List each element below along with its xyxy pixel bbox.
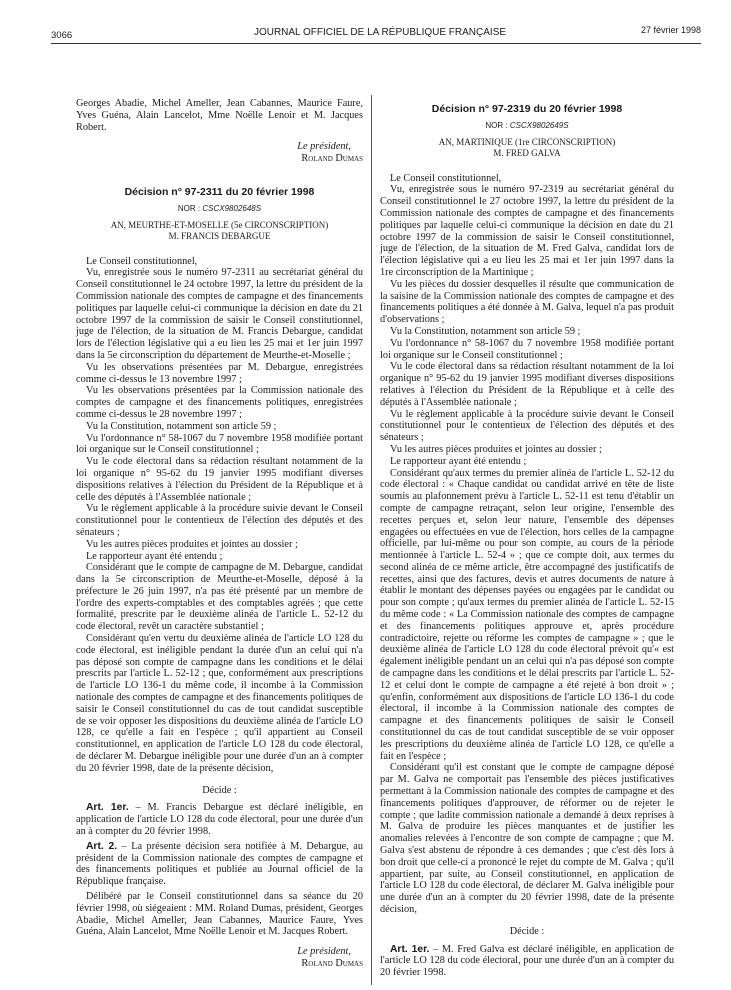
decision-title: Décision n° 97-2319 du 20 février 1998 (431, 103, 623, 115)
article-label: Art. 1er. (86, 802, 129, 814)
nor-code: CSCX9802649S (509, 120, 569, 130)
paragraph: Vu les observations présentées par M. Debargue, enregistrées comme ci-dessus le 13 novembre 1997 ; (76, 361, 363, 385)
nor-label: NOR : (485, 120, 508, 130)
paragraph: Considérant qu'aux termes du premier alinéa de l'article L. 52-12 du code électoral : « Chaque candidat ou candidat arrivé en tête de liste soumis au plafonnement prévu à l'article L. 52-11 est tenu d'établir un compte de campagne retraçant, selon leur origine, l'ensemble des recettes perçues et, selon leur nature, l'ensemble des dépenses engagées ou effectuées en vue de l'élection, hors celles de la campagne officielle, par lui-même ou pour son compte, au cours de la période mentionnée à l'article L. 52-4 » ; que ce compte doit, aux termes du second alinéa de ce même article, être accompagné des justificatifs de recettes, ainsi que des factures, devis et autres documents de nature à établir le montant des dépenses payées ou engagées par le candidat ou pour son compte ; qu'aux termes du premier alinéa de l'article L. 52-15 du même code : « La Commission nationale des comptes de campagne et des financements politiques approuve et, après procédure contradictoire, rejette ou réforme les comptes de campagne » ; que le deuxième alinéa de l'article LO 128 du code électoral prévoit qu'« est également inéligible pendant un an celui qui n'a pas déposé son compte de campagne dans les conditions et le délai prescrits par l'article L. 52-12 et celui dont le compte de campagne a été rejeté à bon droit » ; qu'enfin, conformément aux dispositions de l'article LO 136-1 du code électoral, il incombe à la Commission nationale des comptes de campagne et des financements politiques de saisir le Conseil constitutionnel du cas de tout candidat susceptible de se voir opposer les prescriptions du deuxième alinéa de l'article LO 128, ce qu'elle a fait en l'espèce ; (380, 467, 674, 762)
paragraph: Vu le règlement applicable à la procédure suivie devant le Conseil constitutionnel pour le contentieux de l'élection des députés et des sénateurs ; (380, 408, 674, 444)
article-1 (380, 944, 674, 979)
article-1 (76, 802, 363, 837)
paragraph: Vu les autres pièces produites et jointes au dossier ; (390, 443, 602, 455)
constituency (380, 137, 674, 159)
candidate-name: M. FRANCIS DEBARGUE (168, 230, 271, 241)
conseil-line: Le Conseil constitutionnel, (390, 172, 502, 184)
paragraph: Vu le règlement applicable à la procédure suivie devant le Conseil constitutionnel pour le contentieux de l'élection des députés et des sénateurs ; (76, 503, 363, 538)
decision-title: Décision n° 97-2311 du 20 février 1998 (124, 185, 315, 198)
signature-title: Le président, (297, 946, 351, 958)
signature-title: Le président, (297, 141, 351, 153)
carry-over-signature (76, 141, 363, 165)
paragraph: Considérant que le compte de campagne de M. Debargue, candidat dans la 5e circonscription de Meurthe-et-Moselle, déposé à la préfecture le 26 juin 1997, n'a pas été présenté par un membre de l'ordre des experts-comptables et des comptables agréés ; que cette formalité, prescrite par le deuxième alinéa de l'article L. 52-12 du code électoral, revêt un caractère substantiel ; (76, 562, 363, 633)
paragraph: Vu les pièces du dossier desquelles il résulte que communication de la saisine de la Commission nationale des comptes de campagne et des financements politiques a été donnée à M. Galva, lequel n'a pas produit d'observations ; (380, 278, 674, 326)
deliberation: Délibéré par le Conseil constitutionnel dans sa séance du 20 février 1998, où siégeaient : MM. Roland Dumas, président, Georges Abadie, Michel Ameller, Jean Cabannes, Maurice Faure, Yves Guéna, Alain Lancelot, Mme Noëlle Lenoir et M. Jacques Robert. (76, 891, 363, 938)
constituency (76, 220, 363, 242)
paragraph: Vu la Constitution, notamment son article 59 ; (390, 325, 581, 337)
signature-name: Roland Dumas (301, 153, 363, 165)
paragraph: Vu le code électoral dans sa rédaction résultant notamment de la loi organique n° 95-62 du 19 janvier 1995 modifiant diverses dispositions relatives à l'élection du Président de la République et à celle des députés à l'Assemblée nationale ; (76, 456, 363, 503)
constituency-line: AN, MARTINIQUE (1re CIRCONSCRIPTION) (438, 136, 616, 147)
article-2 (76, 841, 363, 888)
paragraph: Considérant qu'il est constant que le compte de campagne déposé par M. Galva ne comportait pas l'ensemble des pièces justificatives permettant à la Commission nationale des comptes de campagne et des financements politiques d'approuver, de réformer ou de rejeter le compte ; que ladite commission nationale a demandé à deux reprises à M. Galva de produire les pièces manquantes et de justifier les anomalies relevées à l'encontre de son compte de campagne ; que M. Galva s'est abstenu de répondre à ces demandes ; que c'est dès lors à bon droit que celle-ci a prononcé le rejet du compte de M. Galva ; qu'il appartient, par suite, au Conseil constitutionnel, en application de l'article LO 128 du code électoral, de déclarer M. Galva inéligible pour une durée d'un an à compter du 20 février 1998, date de la présente décision, (380, 762, 674, 915)
page-number: 3066 (51, 30, 73, 41)
paragraph: Vu les autres pièces produites et jointes au dossier ; (86, 538, 298, 550)
left-column (76, 98, 363, 970)
paragraph: Vu le code électoral dans sa rédaction résultant notamment de la loi organique n° 95-62 du 19 janvier 1995 modifiant diverses dispositions relatives à l'élection du Président de la République et à celle des députés à l'Assemblée nationale ; (380, 361, 674, 408)
constituency-line: AN, MEURTHE-ET-MOSELLE (5e CIRCONSCRIPTION) (110, 219, 329, 230)
conseil-line: Le Conseil constitutionnel, (86, 255, 198, 267)
article-text: – M. Fred Galva est déclaré inéligible, en application de l'article LO 128 du code électoral, pour une durée d'un an à compter du 20 février 1998. (380, 943, 674, 979)
paragraph: Le rapporteur ayant été entendu ; (390, 455, 527, 467)
nor-label: NOR : (177, 203, 201, 213)
nor-code: CSCX9802648S (202, 203, 262, 213)
paragraph: Le rapporteur ayant été entendu ; (86, 550, 223, 562)
decide-heading: Décide : (509, 925, 545, 937)
paragraph: Vu les observations présentées par la Commission nationale des comptes de campagne et des financements politiques, enregistrées comme ci-dessus le 28 novembre 1997 ; (76, 385, 363, 420)
paragraph: Vu l'ordonnance n° 58-1067 du 7 novembre 1958 modifiée portant loi organique sur le Conseil constitutionnel ; (76, 432, 363, 456)
signature-name: Roland Dumas (301, 958, 363, 969)
paragraph: Vu, enregistrée sous le numéro 97-2311 au secrétariat général du Conseil constitutionnel le 24 octobre 1997, la lettre du président de la Commission nationale des comptes de campagne et des financements politiques par laquelle celui-ci communique la décision en date du 21 octobre 1997 de la commission de saisir le Conseil constitutionnel, juge de l'élection, de la situation de M. Francis Debargue, candidat lors de l'élection législative qui a eu lieu les 25 mai et 1er juin 1997 dans la 5e circonscription du département de Meurthe-et-Moselle ; (76, 267, 363, 361)
article-text: – La présente décision sera notifiée à M. Debargue, au président de la Commission nationale des comptes de campagne et des financements politiques et publiée au Journal officiel de la République française. (76, 840, 363, 888)
decide-heading: Décide : (202, 784, 237, 796)
carry-over-text: Georges Abadie, Michel Ameller, Jean Cabannes, Maurice Faure, Yves Guéna, Alain Lancelot, Mme Noëlle Lenoir et M. Jacques Robert. (76, 98, 363, 133)
column-divider (371, 95, 372, 985)
article-label: Art. 1er. (390, 943, 430, 955)
paragraph: Considérant qu'en vertu du deuxième alinéa de l'article LO 128 du code électoral, est inéligible pendant la durée d'un an celui qui n'a pas déposé son compte de campagne dans les conditions et le délai prescrits par l'article L. 52-12 ; que, conformément aux prescriptions de l'article LO 136-1 du même code, il incombe à la Commission nationale des comptes de campagne et des financements politiques de saisir le Conseil constitutionnel du cas de tout candidat susceptible de se voir opposer les dispositions du deuxième alinéa de l'article LO 128, ce qu'elle a fait en l'espèce ; qu'il appartient au Conseil constitutionnel, en application de l'article LO 128 du code électoral, de déclarer M. Debargue inéligible pour une durée d'un an à compter du 20 février 1998, date de la présente décision, (76, 633, 363, 774)
issue-date: 27 février 1998 (640, 25, 701, 35)
paragraph: Vu l'ordonnance n° 58-1067 du 7 novembre 1958 modifiée portant loi organique sur le Conseil constitutionnel ; (380, 337, 674, 361)
nor-reference (76, 203, 363, 215)
nor-reference (380, 120, 674, 132)
signature (76, 946, 363, 970)
page-header (51, 22, 709, 42)
paragraph: Vu, enregistrée sous le numéro 97-2319 au secrétariat général du Conseil constitutionnel le 27 octobre 1997, la lettre du président de la Commission nationale des comptes de campagne et des financements politiques par laquelle celui-ci communique la décision en date du 21 octobre 1997 de la commission de saisir le Conseil constitutionnel, juge de l'élection, de la situation de M. Fred Galva, candidat lors de l'élection législative qui a eu lieu les 25 mai et 1er juin 1997 dans la 1re circonscription de la Martinique ; (380, 184, 674, 278)
paragraph: Vu la Constitution, notamment son article 59 ; (86, 420, 277, 432)
journal-title: JOURNAL OFFICIEL DE LA RÉPUBLIQUE FRANÇAISE (253, 27, 507, 38)
article-label: Art. 2. (86, 840, 118, 852)
article-text: – M. Francis Debargue est déclaré inéligible, en application de l'article LO 128 du code électoral, pour une durée d'un an à compter du 20 février 1998. (76, 802, 363, 838)
candidate-name: M. FRED GALVA (493, 147, 561, 158)
right-column (380, 98, 674, 979)
header-rule (51, 43, 701, 44)
